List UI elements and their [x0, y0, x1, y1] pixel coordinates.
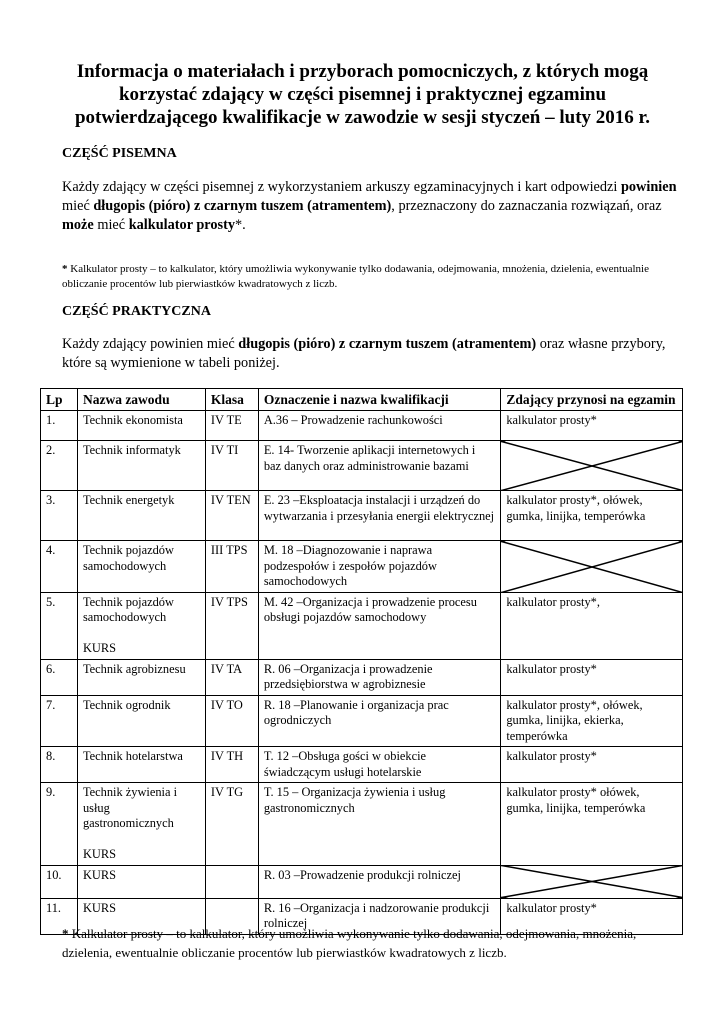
footnote: [62, 924, 687, 962]
cell-qualification: R. 18 –Planowanie i organizacja prac ogrodniczych: [258, 695, 501, 747]
cell-supplies: kalkulator prosty*,: [501, 592, 683, 659]
cell-qualification: E. 14- Tworzenie aplikacji internetowych i baz danych oraz administrowanie bazami: [258, 441, 501, 491]
written-text-bold: kalkulator prosty: [128, 217, 236, 233]
cell-qualification: E. 23 –Eksploatacja instalacji i urządzeń do wytwarzania i przesyłania energii elektrycznej: [258, 491, 501, 541]
profession-name: Technik żywienia i usług gastronomicznych: [82, 785, 178, 830]
cell-qualification: R. 03 –Prowadzenie produkcji rolniczej: [258, 865, 501, 898]
cell-supplies: kalkulator prosty*, ołówek, gumka, linijka, ekierka, temperówka: [501, 695, 683, 747]
cell-class: IV TH: [205, 747, 258, 783]
table-row: [41, 695, 683, 747]
cell-qualification: R. 16 –Organizacja i nadzorowanie produkcji rolniczej: [258, 898, 501, 934]
cell-class: IV TA: [205, 659, 258, 695]
practical-part-heading: CZĘŚĆ PRAKTYCZNA: [62, 304, 211, 319]
cell-class: IV TO: [205, 695, 258, 747]
cell-lp: 11.: [41, 898, 78, 934]
title-line-2: korzystać zdający w części pisemnej i praktycznej egzaminu: [118, 84, 607, 105]
header-profession: Nazwa zawodu: [77, 389, 205, 411]
cell-profession: KURS: [77, 865, 205, 898]
cell-supplies: kalkulator prosty* ołówek, gumka, linijka, temperówka: [501, 783, 683, 866]
table-row: [41, 441, 683, 491]
table-row: [41, 411, 683, 441]
cell-lp: 1.: [41, 411, 78, 441]
table-row: [41, 659, 683, 695]
written-text: , przeznaczony do zaznaczania rozwiązań, oraz: [391, 198, 662, 214]
cell-supplies-crossed-out: [501, 541, 683, 593]
cell-lp: 2.: [41, 441, 78, 491]
table-row: [41, 592, 683, 659]
written-text: Każdy zdający w części pisemnej z wykorzystaniem arkuszy egzaminacyjnych i kart odpowiedzi: [62, 179, 621, 195]
note-asterisk: *: [62, 263, 68, 275]
cell-profession: Technik hotelarstwa: [77, 747, 205, 783]
course-label: KURS: [82, 847, 117, 861]
note-text: Kalkulator prosty – to kalkulator, który umożliwia wykonywanie tylko dodawania, odejmowania, mnożenia, dzielenia, ewentualnie obliczanie procentów lub pierwiastków kwadratowych z liczb.: [62, 263, 649, 290]
cell-profession: Technik ogrodnik: [77, 695, 205, 747]
cell-profession: Technik informatyk: [77, 441, 205, 491]
written-part-paragraph: [62, 178, 682, 235]
title-line-3: potwierdzającego kwalifikacje w zawodzie w sesji styczeń – luty 2016 r.: [74, 107, 650, 128]
table-row: [41, 747, 683, 783]
cell-lp: 6.: [41, 659, 78, 695]
practical-part-paragraph: [62, 335, 682, 373]
cell-profession: Technik agrobiznesu: [77, 659, 205, 695]
cell-profession: Technik pojazdów samochodowych: [77, 541, 205, 593]
footnote-asterisk: *: [62, 926, 69, 941]
cell-supplies: kalkulator prosty*: [501, 747, 683, 783]
cell-qualification: T. 12 –Obsługa gości w obiekcie świadczącym usługi hotelarskie: [258, 747, 501, 783]
course-label: KURS: [82, 641, 117, 655]
table-row: [41, 865, 683, 898]
cell-class: III TPS: [205, 541, 258, 593]
cell-class: IV TEN: [205, 491, 258, 541]
qualifications-table: [40, 388, 683, 935]
cell-supplies: kalkulator prosty*: [501, 411, 683, 441]
cell-lp: 5.: [41, 592, 78, 659]
cell-profession: [77, 783, 205, 866]
cell-lp: 4.: [41, 541, 78, 593]
document-title: [40, 60, 685, 129]
header-class: Klasa: [205, 389, 258, 411]
table-row: [41, 541, 683, 593]
cell-class: IV TI: [205, 441, 258, 491]
footnote-text: Kalkulator prosty – to kalkulator, który umożliwia wykonywanie tylko dodawania, odejmowania, mnożenia, dzielenia, ewentualnie obliczanie procentów lub pierwiastków kwadratowych z liczb.: [62, 926, 637, 960]
header-lp: Lp: [41, 389, 78, 411]
calculator-note: [62, 262, 687, 292]
written-text: *.: [235, 217, 246, 233]
header-supplies: Zdający przynosi na egzamin: [501, 389, 683, 411]
practical-text: oraz własne przybory, które są wymienione w tabeli poniżej.: [62, 336, 666, 371]
practical-text-bold: długopis (pióro) z czarnym tuszem (atramentem): [238, 336, 537, 352]
header-qualification: Oznaczenie i nazwa kwalifikacji: [258, 389, 501, 411]
cell-qualification: R. 06 –Organizacja i prowadzenie przedsiębiorstwa w agrobiznesie: [258, 659, 501, 695]
cell-profession: Technik ekonomista: [77, 411, 205, 441]
cell-supplies-crossed-out: [501, 441, 683, 491]
cell-class: IV TPS: [205, 592, 258, 659]
written-text: mieć: [62, 198, 94, 214]
written-text-bold: może: [62, 217, 94, 233]
table-row: [41, 491, 683, 541]
written-text-bold: długopis (pióro) z czarnym tuszem (atramentem): [93, 198, 392, 214]
cell-class: IV TG: [205, 783, 258, 866]
cell-profession: KURS: [77, 898, 205, 934]
title-line-1: Informacja o materiałach i przyborach pomocniczych, z których mogą: [76, 61, 649, 82]
cell-lp: 10.: [41, 865, 78, 898]
cell-profession: [77, 592, 205, 659]
cell-qualification: M. 42 –Organizacja i prowadzenie procesu obsługi pojazdów samochodowy: [258, 592, 501, 659]
cell-lp: 3.: [41, 491, 78, 541]
profession-name: Technik pojazdów samochodowych: [82, 594, 174, 624]
table-header-row: [41, 389, 683, 411]
cell-lp: 8.: [41, 747, 78, 783]
cell-lp: 9.: [41, 783, 78, 866]
cell-supplies-crossed-out: [501, 865, 683, 898]
written-part-heading: CZĘŚĆ PISEMNA: [62, 146, 177, 161]
written-text: mieć: [93, 217, 129, 233]
table-row: [41, 783, 683, 866]
written-text-bold: powinien: [620, 179, 677, 195]
cell-supplies: kalkulator prosty*: [501, 659, 683, 695]
cell-supplies: kalkulator prosty*, ołówek, gumka, linijka, temperówka: [501, 491, 683, 541]
cell-supplies: kalkulator prosty*: [501, 898, 683, 934]
cell-qualification: T. 15 – Organizacja żywienia i usług gastronomicznych: [258, 783, 501, 866]
cell-class: IV TE: [205, 411, 258, 441]
practical-text: Każdy zdający powinien mieć: [62, 336, 239, 352]
cell-qualification: A.36 – Prowadzenie rachunkowości: [258, 411, 501, 441]
cell-qualification: M. 18 –Diagnozowanie i naprawa podzespołów i zespołów pojazdów samochodowych: [258, 541, 501, 593]
cell-class: [205, 865, 258, 898]
cell-profession: Technik energetyk: [77, 491, 205, 541]
cell-lp: 7.: [41, 695, 78, 747]
